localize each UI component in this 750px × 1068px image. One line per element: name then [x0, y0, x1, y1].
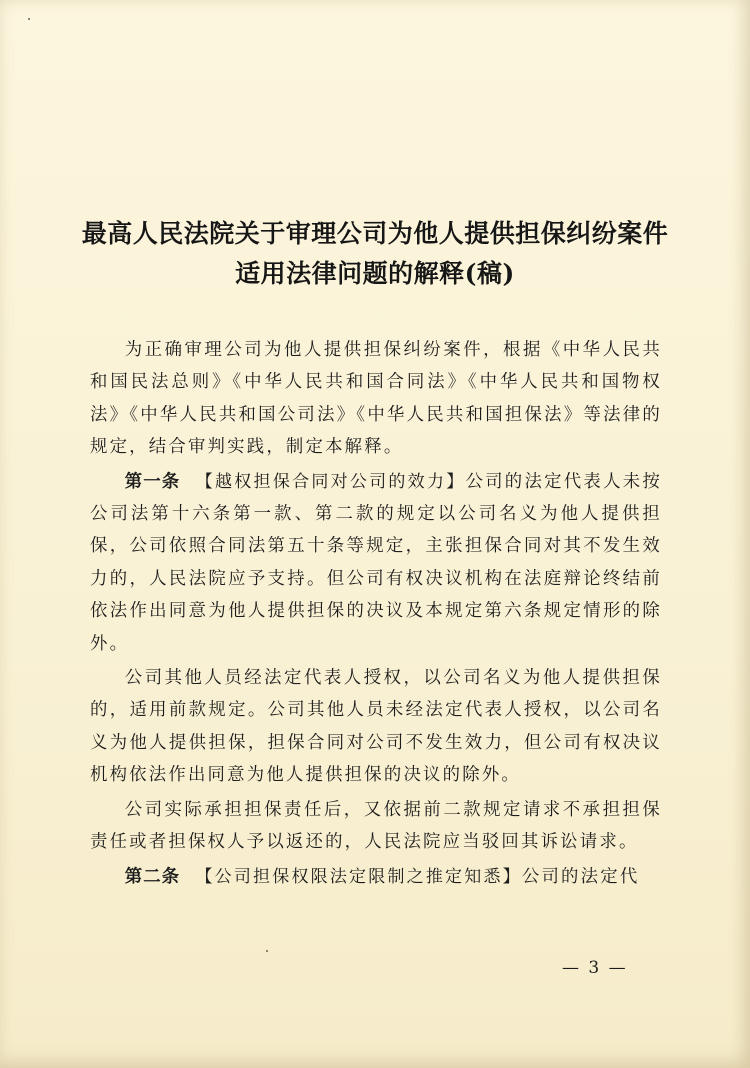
article-1-number: 第一条: [124, 471, 181, 492]
document-title-line-2: 适用法律问题的解释(稿): [235, 259, 515, 288]
scan-speck: [266, 950, 268, 952]
article-2-text: 公司的法定代: [521, 866, 640, 887]
scan-speck: [28, 18, 30, 20]
article-1-paragraph-3: 公司实际承担担保责任后，又依据前二款规定请求不承担担保责任或者担保权人予以返还的，人民法院应当驳回其诉讼请求。: [90, 799, 662, 853]
article-1-paragraph-1: [90, 466, 662, 660]
preamble-paragraph: 为正确审理公司为他人提供担保纠纷案件，根据《中华人民共和国民法总则》《中华人民共和国合同法》《中华人民共和国物权法》《中华人民共和国公司法》《中华人民共和国担保法》等法律的规定，结合审判实践，制定本解释。: [90, 340, 662, 458]
page-number: — 3 —: [562, 958, 628, 978]
article-2-number: 第二条: [124, 866, 180, 887]
article-1-paragraph-2: 公司其他人员经法定代表人授权，以公司名义为他人提供担保的，适用前款规定。公司其他人员未经法定代表人授权，以公司名义为他人提供担保，担保合同对公司不发生效力，但公司有权决议机构依法作出同意为他人提供担保的决议的除外。: [90, 668, 662, 786]
article-1-heading: 【越权担保合同对公司的效力】: [195, 471, 466, 492]
article-2-paragraph: [90, 861, 662, 893]
article-2-heading: 【公司担保权限法定限制之推定知悉】: [195, 866, 522, 887]
document-body: [90, 334, 662, 895]
document-title-line-1: 最高人民法院关于审理公司为他人提供担保纠纷案件: [81, 219, 669, 248]
article-1-text-1: 公司的法定代表人未按公司法第十六条第一款、第二款的规定以公司名义为他人提供担保，公司依照合同法第五十条等规定，主张担保合同对其不发生效力的，人民法院应予支持。但公司有权决议机构在法庭辩论终结前依法作出同意为他人提供担保的决议及本规定第六条规定情形的除外。: [90, 471, 662, 654]
